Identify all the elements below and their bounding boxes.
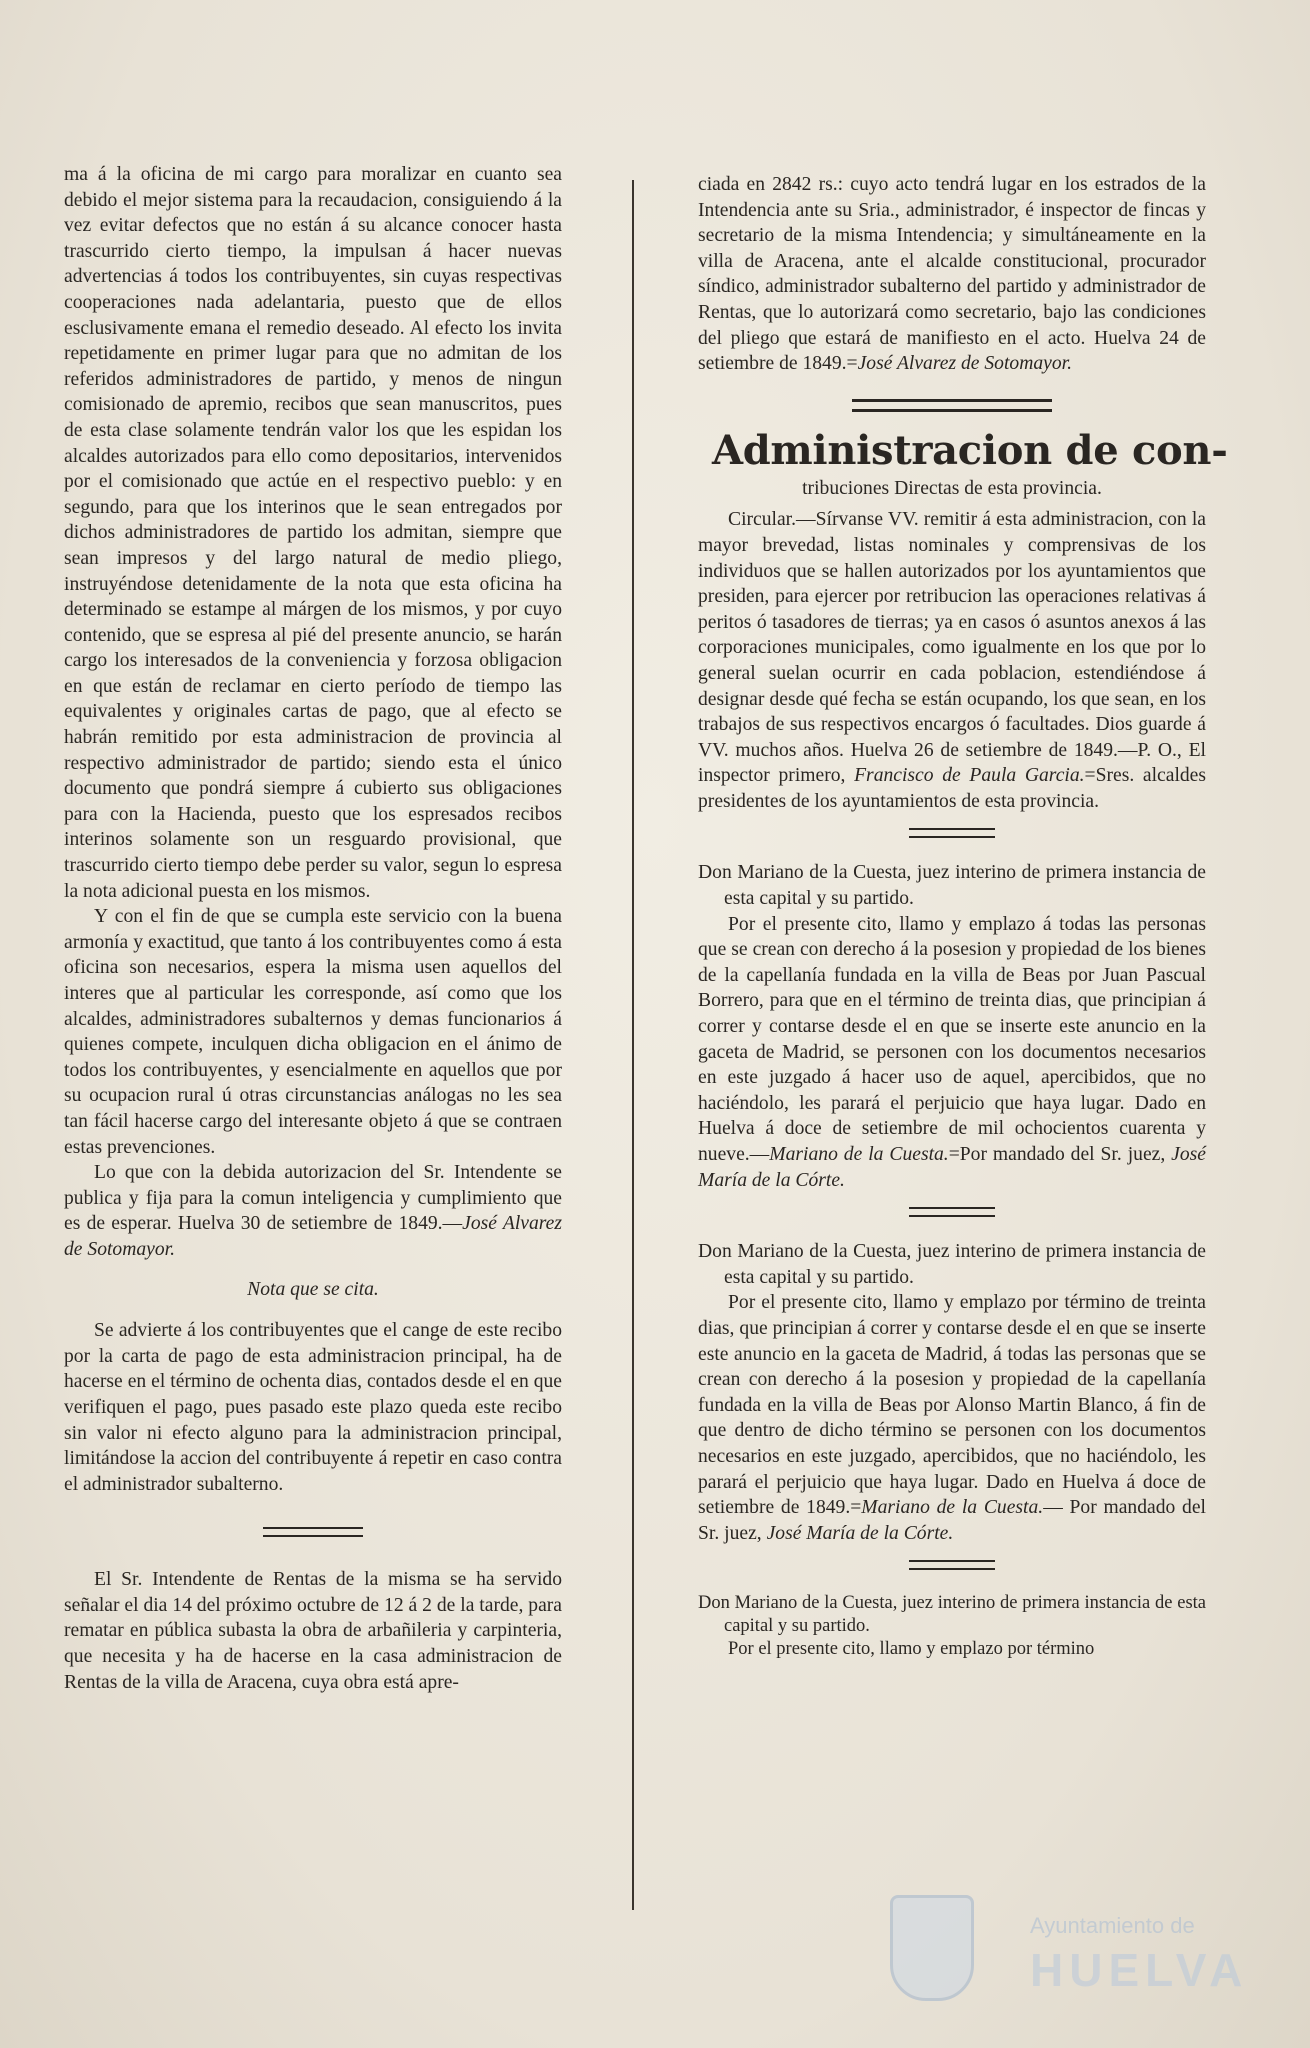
signature-sotomayor-2: José Alvarez de Sotomayor. (857, 353, 1072, 375)
signature-garcia: Francisco de Paula Garcia. (854, 765, 1085, 787)
separator-rule (263, 1527, 363, 1537)
signature-corte-2: José María de la Córte. (766, 1522, 954, 1544)
edict-1-header: Don Mariano de la Cuesta, juez interino de primera instancia de esta capital y su partido. (698, 862, 1206, 910)
section-subheading: tribuciones Directas de esta provincia. (802, 477, 1102, 499)
publicacion-text: Lo que con la debida autorizacion del Sr. Intendente se publica y fija para la comun inteligencia y cumplimiento que es de esperar. Huelva 30 de setiembre de 1849.— (64, 1162, 562, 1235)
note-title: Nota que se cita. (247, 1278, 379, 1300)
paragraph-armonia: Y con el fin de que se cumpla este servicio con la buena armonía y exactitud, que tanto á los contribuyentes como á esta oficina son necesarios, espera la misma usen aquellos del interes que al particular les corresponde, así como que los alcaldes, administradores subalternos y demas funcionarios á quienes compete, inculquen dicha obligacion en el ánimo de todos los contribuyentes, y esencialmente en aquellos que por su ocupacion rural ú otras circunstancias análogas no les sea tan fácil hacerse cargo del interesante objeto á que se contraen estas prevenciones. (64, 906, 562, 1158)
left-column (64, 162, 562, 1695)
right-column (698, 172, 1228, 1661)
edict-2-header: Don Mariano de la Cuesta, juez interino de primera instancia de esta capital y su partido. (698, 1241, 1206, 1288)
paragraph-advertencias: ma á la oficina de mi cargo para moralizar en cuanto sea debido el mejor sistema para la recaudacion, consiguiendo á la vez evitar defectos que no están á su alcance conocer hasta trascurrido cierto tiempo, la impulsan á hacer nuevas advertencias á todos los contribuyentes, sin cuyas respectivas cooperaciones nada adelantaria, puesto que de ellos esclusivamente emana el remedio deseado. Al efecto los invita repetidamente en primer lugar para que no admitan de los referidos administradores de partido, y menos de ningun comisionado de apremio, recibos que sean manuscritos, pues de esta clase solamente tendrán valor los que les espidan los alcaldes autorizados para ello como depositarios, intervenidos por el comisionado que actúe en el respectivo pueblo: y en segundo, para que los interinos que le sean entregados por dichos administradores de partido los admitan, siempre que sean impresos y del largo natural de medio pliego, instruyéndose detenidamente de la nota que esta oficina ha determinado se estampe al márgen de los mismos, y por cuyo contenido, que se espresa al pié del presente anuncio, se harán cargo los interesados de la conveniencia y forzosa obligacion en que están de reclamar en cierto período de tiempo las equivalentes y originales cartas de pago, que al efecto se habrán remitido por esta administracion de provincia al respectivo administrador de partido; siendo esta el único documento que pondrá siempre á cubierto sus obligaciones para con la Hacienda, puesto que los espresados recibos interinos solamente son un resguardo provisional, que trascurrido cierto tiempo debe perder su valor, segun lo espresa la nota adicional puesta en los mismos. (64, 164, 562, 902)
edict-3-header: Don Mariano de la Cuesta, juez interino de primera instancia de esta capital y su partido. (698, 1593, 1206, 1637)
separator-rule-3 (909, 1207, 995, 1217)
section-heading: Administracion de con- (712, 426, 1228, 474)
column-divider (632, 180, 634, 1910)
circular-text: Circular.—Sírvanse VV. remitir á esta administracion, con la mayor brevedad, listas nominales y comprensivas de los individuos que se hallen autorizados por los ayuntamientos que presiden, para ejercer por retribucion las operaciones relativas á peritos ó tasadores de tierras; ya en casos ó asuntos anexos á las corporaciones municipales, como igualmente en los que por lo general suelan ocurrir en cada poblacion, estendiéndose á designar desde qué fecha se están ocupando, los que sean, en los trabajos de sus respectivos encargos ó facultades. Dios guarde á VV. muchos años. Huelva 26 de setiembre de 1849.—P. O., El inspector primero, (698, 509, 1206, 787)
signature-corte-1: José María de la Córte. (698, 1144, 1206, 1191)
subasta-cont-text: ciada en 2842 rs.: cuyo acto tendrá lugar en los estrados de la Intendencia ante su Sria., administrador, é inspector de fincas y secretario de la misma Intendencia; y simultáneamente en la villa de Aracena, ante el alcalde constitucional, procurador síndico, administrador subalterno del partido y administrador de Rentas, que lo autorizará como secretario, bajo las condiciones del pliego que estará de manifiesto en el acto. Huelva 24 de setiembre de 1849.= (698, 174, 1206, 375)
paragraph-publicacion (64, 1160, 562, 1262)
paragraph-circular (698, 507, 1206, 814)
edict-1-mid: =Por mandado del Sr. juez, (948, 1144, 1172, 1165)
paragraph-subasta: El Sr. Intendente de Rentas de la misma se ha servido señalar el dia 14 del próximo octubre de 12 á 2 de la tarde, para rematar en pública subasta la obra de arbañileria y carpinteria, que necesita y ha de hacerse en la casa administracion de Rentas de la villa de Aracena, cuya obra está apre- (64, 1569, 562, 1693)
edict-3-body: Por el presente cito, llamo y emplazo por término (728, 1639, 1095, 1660)
watermark-line1: Ayuntamiento de (1030, 1913, 1195, 1938)
note-text: Se advierte á los contribuyentes que el cange de este recibo por la carta de pago de esta administracion principal, ha de hacerse en el término de ochenta dias, contados desde el en que verifiquen el pago, pues pasado este plazo queda este recibo sin valor ni efecto alguno para la administracion principal, limitándose la accion del contribuyente á repetir en caso contra el administrador subalterno. (64, 1320, 562, 1495)
edict-1-body (698, 912, 1206, 1194)
edict-1-text: Por el presente cito, llamo y emplazo á todas las personas que se crean con derecho á la posesion y propiedad de los bienes de la capellanía fundada en la villa de Beas por Juan Pascual Borrero, para que en el término de treinta dias, que principian á correr y contarse desde el en que se inserte este anuncio en la gaceta de Madrid, se personen con los documentos necesarios en este juzgado á hacer uso de aquel, apercibidos, que no haciéndolo, les parará el perjuicio que haya lugar. Dado en Huelva á doce de setiembre de mil ochocientos cuarenta y nueve.— (698, 913, 1206, 1165)
signature-sotomayor: José Alvarez de Sotomayor. (64, 1213, 562, 1260)
edict-2-mid: — Por mandado del Sr. juez, (698, 1497, 1206, 1544)
circular-tail: =Sres. alcaldes presidentes de los ayuntamientos de esta provincia. (698, 765, 1207, 812)
watermark-line2: HUELVA (1030, 1944, 1249, 1996)
separator-rule-2 (909, 828, 995, 838)
edict-2-text: Por el presente cito, llamo y emplazo por término de treinta dias, que principian á correr y contarse desde el en que se inserte este anuncio en la gaceta de Madrid, á todas las personas que se crean con derecho á la posesion y propiedad de la capellanía fundada en la villa de Beas por Alonso Martin Blanco, á fin de que dentro de dicho término se personen con los documentos necesarios en este juzgado, apercibidos, que no haciéndolo, les parará el perjuicio que haya lugar. Dado en Huelva á doce de setiembre de 1849.= (698, 1292, 1206, 1519)
edict-2-body (698, 1290, 1206, 1546)
paragraph-subasta-cont (698, 172, 1206, 377)
huelva-watermark (890, 1895, 1249, 2015)
signature-cuesta-2: Mariano de la Cuesta. (861, 1497, 1044, 1519)
coat-of-arms-icon (890, 1895, 974, 2001)
separator-rule-4 (909, 1560, 995, 1570)
signature-cuesta-1: Mariano de la Cuesta. (769, 1144, 949, 1165)
section-separator (852, 399, 1052, 412)
